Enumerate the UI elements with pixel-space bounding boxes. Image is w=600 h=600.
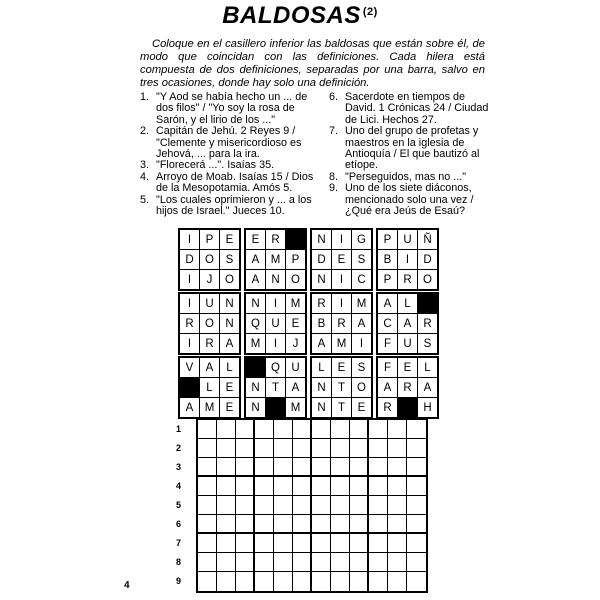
clue-text: "Los cuales oprimieron y ... a los hijos de Israel." Jueces 10.	[156, 193, 312, 218]
tile-letter: A	[418, 378, 437, 397]
tile-letter: S	[352, 358, 371, 377]
board-cell[interactable]	[255, 534, 274, 553]
board-cell[interactable]	[236, 553, 255, 572]
puzzle-title: BALDOSAS $^{(2)}$	[222, 2, 378, 29]
board-cell[interactable]	[198, 458, 217, 477]
board-cell[interactable]	[293, 477, 312, 496]
board-cell[interactable]	[350, 572, 369, 591]
board-cell[interactable]	[407, 572, 426, 591]
board-cell[interactable]	[217, 553, 236, 572]
tile-letter: S	[352, 250, 371, 269]
tile-letter: J	[286, 334, 305, 353]
tile-letter: E	[332, 250, 351, 269]
board-cell[interactable]	[274, 458, 293, 477]
clue-number: 2.	[140, 125, 150, 138]
tile-letter: U	[286, 358, 305, 377]
tile-letter: R	[266, 230, 285, 249]
clue-number: 8.	[329, 170, 339, 183]
board-cell[interactable]	[312, 572, 331, 591]
tile-letter: M	[332, 334, 351, 353]
board-cell[interactable]	[312, 515, 331, 534]
title-note: (2)	[362, 6, 378, 18]
tile-letter: U	[398, 230, 417, 249]
tile-letter: L	[200, 378, 219, 397]
clue-text: Uno de los siete diáconos, mencionado solo una vez / ¿Qué era Jeús de Esaú?	[345, 182, 474, 218]
answer-board[interactable]	[196, 418, 428, 593]
board-cell[interactable]	[293, 420, 312, 439]
row-number: 6	[176, 519, 182, 529]
board-cell[interactable]	[331, 534, 350, 553]
board-cell[interactable]	[255, 439, 274, 458]
tile-letter: R	[418, 314, 437, 333]
board-cell[interactable]	[388, 439, 407, 458]
board-cell[interactable]	[198, 439, 217, 458]
board-cell[interactable]	[407, 496, 426, 515]
board-cell[interactable]	[236, 420, 255, 439]
board-cell[interactable]	[312, 420, 331, 439]
board-cell[interactable]	[350, 477, 369, 496]
tile-letter: I	[180, 294, 199, 313]
tile-letter: Q	[246, 314, 265, 333]
tile-letter: E	[220, 230, 239, 249]
tile-letter: M	[352, 294, 371, 313]
black-cell	[286, 230, 305, 249]
tile-letter: T	[332, 398, 351, 417]
board-cell[interactable]	[369, 477, 388, 496]
tile-letter: N	[312, 398, 331, 417]
tile-letter: D	[180, 250, 199, 269]
tile-letter: C	[378, 314, 397, 333]
board-cell[interactable]	[350, 439, 369, 458]
board-cell[interactable]	[369, 572, 388, 591]
tile-letter: P	[378, 270, 397, 289]
board-cell[interactable]	[198, 496, 217, 515]
board-cell[interactable]	[217, 572, 236, 591]
tile-letter: H	[418, 398, 437, 417]
tile-letter: E	[352, 398, 371, 417]
clue-text: Sacerdote en tiempos de David. 1 Crónicas 24 / Ciudad de Lici. Hechos 27.	[345, 91, 489, 126]
tile-letter: N	[220, 294, 239, 313]
tile-letter: A	[378, 294, 397, 313]
board-cell[interactable]	[255, 477, 274, 496]
board-cell[interactable]	[236, 477, 255, 496]
board-cell[interactable]	[293, 572, 312, 591]
clue-text: Uno del grupo de profetas y maestros en la iglesia de Antioquía / El que bautizó al etíope.	[345, 125, 480, 172]
clue-number: 3.	[140, 159, 150, 172]
tile-letter: A	[246, 270, 265, 289]
board-cell[interactable]	[407, 515, 426, 534]
board-cell[interactable]	[293, 439, 312, 458]
tile-letter: N	[312, 230, 331, 249]
tile-letter: U	[398, 334, 417, 353]
clue-item	[140, 92, 315, 126]
board-cell[interactable]	[407, 458, 426, 477]
tile-letter: M	[246, 334, 265, 353]
board-cell[interactable]	[236, 439, 255, 458]
tile-letter: M	[286, 398, 305, 417]
board-cell[interactable]	[293, 496, 312, 515]
black-cell	[398, 398, 417, 417]
tile-letter: M	[286, 294, 305, 313]
tile-letter: A	[286, 378, 305, 397]
clue-number: 1.	[140, 91, 150, 103]
clue-text: "Y Aod se había hecho un ... de dos filos" / "Yo soy la rosa de Sarón, y el lirio de los ..."	[156, 91, 308, 126]
tile-letter: L	[398, 294, 417, 313]
tile[interactable]	[178, 292, 241, 355]
tile-letter: A	[220, 334, 239, 353]
tile-letter: R	[312, 294, 331, 313]
board-cell[interactable]	[388, 572, 407, 591]
board-cell[interactable]	[255, 553, 274, 572]
board-cell[interactable]	[236, 496, 255, 515]
tile-letter: F	[378, 358, 397, 377]
clue-item	[140, 195, 315, 218]
tile-letter: O	[200, 250, 219, 269]
row-number: 4	[176, 481, 182, 491]
tile-letter: R	[332, 314, 351, 333]
tile[interactable]	[310, 228, 373, 291]
tile-letter: N	[220, 314, 239, 333]
board-cell[interactable]	[198, 553, 217, 572]
tile-letter: R	[398, 378, 417, 397]
board-cell[interactable]	[350, 420, 369, 439]
board-cell[interactable]	[350, 534, 369, 553]
board-cell[interactable]	[331, 496, 350, 515]
board-cell[interactable]	[198, 572, 217, 591]
tile-letter: M	[266, 250, 285, 269]
board-cell[interactable]	[312, 477, 331, 496]
tile-letter: O	[200, 314, 219, 333]
tile-letter: P	[378, 230, 397, 249]
tile-letter: D	[312, 250, 331, 269]
tile-letter: A	[312, 334, 331, 353]
board-cell[interactable]	[255, 572, 274, 591]
board-cell[interactable]	[331, 515, 350, 534]
clue-item	[329, 92, 489, 126]
board-cell[interactable]	[198, 420, 217, 439]
board-cell[interactable]	[274, 515, 293, 534]
tile-letter: L	[418, 358, 437, 377]
board-cell[interactable]	[407, 439, 426, 458]
tile-letter: I	[266, 334, 285, 353]
board-cell[interactable]	[274, 477, 293, 496]
board-cell[interactable]	[350, 553, 369, 572]
board-cell[interactable]	[236, 534, 255, 553]
tile[interactable]	[244, 228, 307, 291]
board-cell[interactable]	[407, 553, 426, 572]
tile-letter: E	[220, 378, 239, 397]
board-cell[interactable]	[255, 496, 274, 515]
clue-number: 7.	[329, 125, 339, 138]
tile-letter: N	[312, 378, 331, 397]
tile-letter: Ñ	[418, 230, 437, 249]
black-cell	[246, 358, 265, 377]
tile-letter: R	[378, 398, 397, 417]
board-cell[interactable]	[407, 477, 426, 496]
board-cell[interactable]	[217, 439, 236, 458]
tile-letter: R	[200, 334, 219, 353]
board-cell[interactable]	[217, 477, 236, 496]
board-cell[interactable]	[388, 420, 407, 439]
clue-number: 6.	[329, 91, 339, 103]
tile-letter: F	[378, 334, 397, 353]
board-cell[interactable]	[217, 515, 236, 534]
board-cell[interactable]	[331, 553, 350, 572]
tile[interactable]	[178, 228, 241, 291]
tile-letter: I	[332, 270, 351, 289]
tile-letter: U	[200, 294, 219, 313]
board-cell[interactable]	[274, 534, 293, 553]
board-cell[interactable]	[217, 534, 236, 553]
clue-text: "Florecerá ...". Isaías 35.	[156, 159, 275, 172]
board-cell[interactable]	[217, 496, 236, 515]
tile-letter: R	[398, 270, 417, 289]
tile-letter: V	[180, 358, 199, 377]
black-cell	[418, 294, 437, 313]
board-cell[interactable]	[388, 477, 407, 496]
tile-letter: E	[246, 230, 265, 249]
tile-letter: J	[200, 270, 219, 289]
board-cell[interactable]	[255, 458, 274, 477]
tile[interactable]	[244, 292, 307, 355]
tile-letter: N	[312, 270, 331, 289]
instructions: Coloque en el casillero inferior las baldosas que están sobre él, de modo que coincidan con las definiciones. Cada hilera está compuesta de dos definiciones, separadas por una barra, salvo en tres ocasiones, donde hay solo una definición.	[140, 38, 485, 89]
tile-letter: I	[266, 294, 285, 313]
board-cell[interactable]	[293, 553, 312, 572]
tile-letter: N	[246, 294, 265, 313]
board-cell[interactable]	[236, 458, 255, 477]
clue-item	[329, 183, 489, 217]
tile-letter: O	[418, 270, 437, 289]
tile[interactable]	[376, 292, 439, 355]
board-cell[interactable]	[407, 420, 426, 439]
tile-letter: O	[286, 270, 305, 289]
tile-letter: B	[312, 314, 331, 333]
board-cell[interactable]	[388, 458, 407, 477]
board-cell[interactable]	[388, 553, 407, 572]
tile-letter: P	[286, 250, 305, 269]
clue-number: 5.	[140, 193, 150, 206]
clue-number: 4.	[140, 170, 150, 183]
tile-letter: I	[180, 230, 199, 249]
clue-number: 9.	[329, 182, 339, 195]
board-cell[interactable]	[331, 572, 350, 591]
board-cell[interactable]	[293, 515, 312, 534]
tile-letter: Q	[266, 358, 285, 377]
board-cell[interactable]	[274, 553, 293, 572]
tile-letter: I	[398, 250, 417, 269]
board-cell[interactable]	[274, 439, 293, 458]
board-cell[interactable]	[331, 477, 350, 496]
board-cell[interactable]	[369, 515, 388, 534]
tile-letter: M	[200, 398, 219, 417]
tile-letter: U	[266, 314, 285, 333]
board-cell[interactable]	[331, 420, 350, 439]
tile-letter: T	[266, 378, 285, 397]
tile-letter: O	[220, 270, 239, 289]
clue-list-left	[140, 92, 315, 217]
board-cell[interactable]	[217, 458, 236, 477]
clue-list-right	[329, 92, 489, 217]
clue-text: Arroyo de Moab. Isaías 15 / Dios de la Mesopotamia. Amós 5.	[156, 170, 314, 195]
tile-letter: E	[398, 358, 417, 377]
board-cell[interactable]	[369, 439, 388, 458]
row-number: 8	[176, 557, 182, 567]
tile-letter: A	[398, 314, 417, 333]
board-cell[interactable]	[369, 420, 388, 439]
tile-letter: B	[378, 250, 397, 269]
board-cell[interactable]	[369, 496, 388, 515]
tile-letter: I	[332, 230, 351, 249]
row-number: 9	[176, 576, 182, 586]
page-number: 4	[124, 580, 130, 591]
row-number: 2	[176, 443, 182, 453]
board-cell[interactable]	[350, 496, 369, 515]
tile-letter: S	[418, 334, 437, 353]
tile-letter: L	[312, 358, 331, 377]
board-cell[interactable]	[350, 458, 369, 477]
board-cell[interactable]	[293, 458, 312, 477]
tile-letter: A	[180, 398, 199, 417]
board-cell[interactable]	[331, 458, 350, 477]
clue-item	[140, 126, 315, 160]
row-number: 5	[176, 500, 182, 510]
black-cell	[180, 378, 199, 397]
tile-letter: E	[332, 358, 351, 377]
row-number: 7	[176, 538, 182, 548]
board-cell[interactable]	[407, 534, 426, 553]
board-cell[interactable]	[312, 439, 331, 458]
board-cell[interactable]	[331, 439, 350, 458]
tile[interactable]	[310, 356, 373, 419]
clue-item	[140, 172, 315, 195]
tile-letter: C	[352, 270, 371, 289]
board-cell[interactable]	[369, 534, 388, 553]
clue-text: Capitán de Jehú. 2 Reyes 9 / "Clemente y misericordioso es Jehová, ... para la ira.	[156, 125, 302, 161]
board-cell[interactable]	[255, 420, 274, 439]
tile-letter: I	[332, 294, 351, 313]
tile-letter: O	[352, 378, 371, 397]
tile-letter: G	[352, 230, 371, 249]
tile-letter: S	[220, 250, 239, 269]
clue-text: "Perseguidos, mas no ..."	[345, 170, 467, 183]
tile-letter: T	[332, 378, 351, 397]
board-cell[interactable]	[274, 496, 293, 515]
board-cell[interactable]	[274, 420, 293, 439]
board-cell[interactable]	[255, 515, 274, 534]
black-cell	[266, 398, 285, 417]
tile-letter: N	[266, 270, 285, 289]
tile[interactable]	[178, 356, 241, 419]
tile-letter: A	[200, 358, 219, 377]
board-cell[interactable]	[388, 534, 407, 553]
tile-letter: A	[246, 250, 265, 269]
tile-letter: A	[378, 378, 397, 397]
board-cell[interactable]	[217, 420, 236, 439]
row-number: 1	[176, 424, 182, 434]
tile[interactable]	[244, 356, 307, 419]
board-cell[interactable]	[388, 515, 407, 534]
tile-letter: L	[220, 358, 239, 377]
tile-letter: I	[352, 334, 371, 353]
board-cell[interactable]	[236, 515, 255, 534]
clue-item	[329, 126, 489, 172]
tile[interactable]	[376, 228, 439, 291]
tile-letter: I	[180, 270, 199, 289]
board-cell[interactable]	[312, 458, 331, 477]
board-cell[interactable]	[274, 572, 293, 591]
board-cell[interactable]	[312, 553, 331, 572]
tile-letter: N	[246, 398, 265, 417]
tile-letter: E	[286, 314, 305, 333]
board-cell[interactable]	[350, 515, 369, 534]
tile[interactable]	[310, 292, 373, 355]
board-cell[interactable]	[198, 515, 217, 534]
tile[interactable]	[376, 356, 439, 419]
board-cell[interactable]	[198, 534, 217, 553]
tile-letter: N	[246, 378, 265, 397]
board-cell[interactable]	[369, 553, 388, 572]
row-number: 3	[176, 462, 182, 472]
tile-letter: R	[180, 314, 199, 333]
board-cell[interactable]	[293, 534, 312, 553]
board-cell[interactable]	[312, 496, 331, 515]
board-cell[interactable]	[388, 496, 407, 515]
tile-letter: D	[418, 250, 437, 269]
tile-letter: A	[352, 314, 371, 333]
tile-letter: E	[220, 398, 239, 417]
board-cell[interactable]	[312, 534, 331, 553]
board-cell[interactable]	[236, 572, 255, 591]
tile-letter: I	[180, 334, 199, 353]
board-cell[interactable]	[198, 477, 217, 496]
board-cell[interactable]	[369, 458, 388, 477]
tile-letter: P	[200, 230, 219, 249]
